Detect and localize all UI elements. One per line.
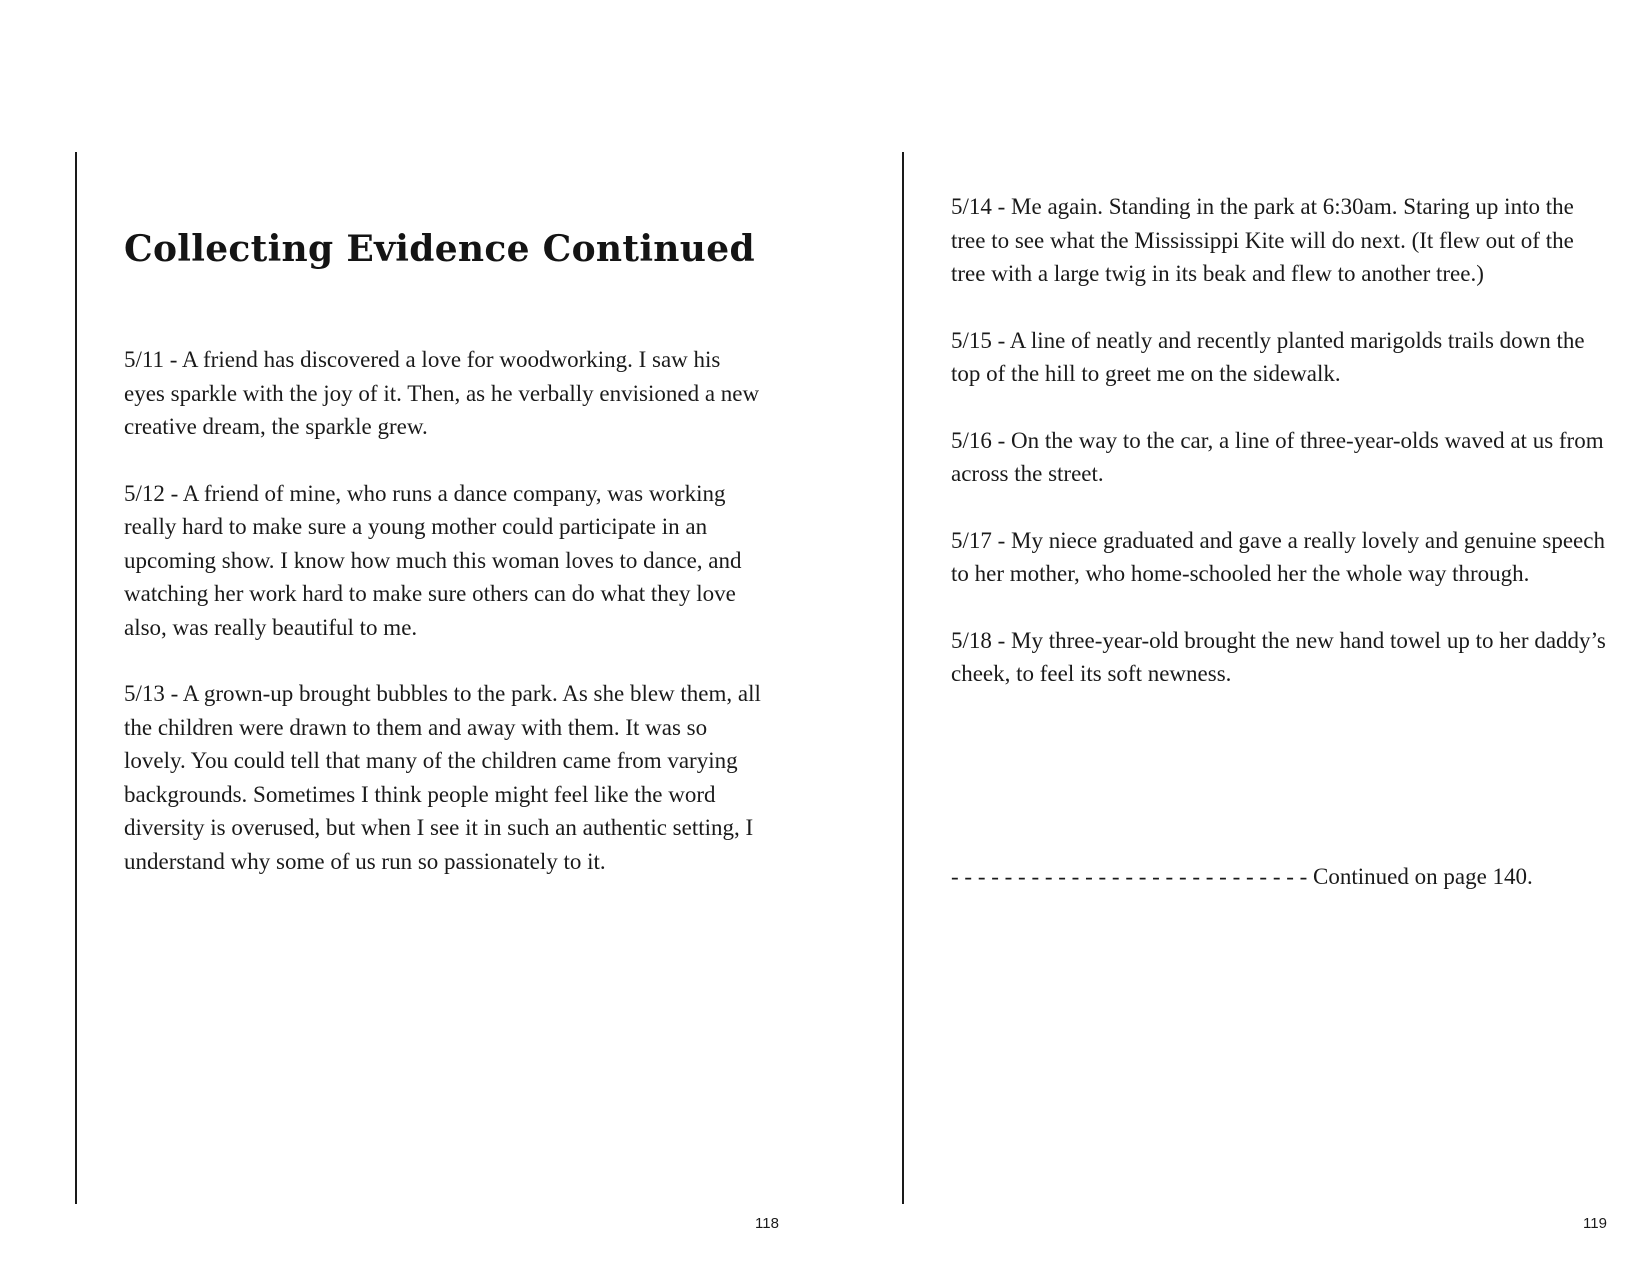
continued-note: - - - - - - - - - - - - - - - - - - - - - - - - - - - Continued on page 140. — [951, 864, 1533, 889]
journal-entry-5-15: 5/15 - A line of neatly and recently planted marigolds trails down the top of the hill to greet me on the sidewalk. — [951, 327, 1585, 386]
right-page — [951, 0, 1611, 1275]
journal-entry-5-12: 5/12 - A friend of mine, who runs a dance company, was working really hard to make sure a young mother could participate in an upcoming show. I know how much this woman loves to dance, and watching her work hard to make sure others can do what they love also, was really beautiful to me. — [124, 480, 742, 640]
journal-entry-5-14: 5/14 - Me again. Standing in the park at 6:30am. Staring up into the tree to see what the Mississippi Kite will do next. (It flew out of the tree with a large twig in its beak and flew to another tree.) — [951, 194, 1574, 286]
left-entries — [124, 343, 764, 911]
left-page — [124, 0, 764, 1275]
right-margin-rule — [902, 152, 904, 1204]
journal-entry-5-16: 5/16 - On the way to the car, a line of three-year-olds waved at us from across the street. — [951, 427, 1604, 486]
journal-entry-5-13: 5/13 - A grown-up brought bubbles to the park. As she blew them, all the children were drawn to them and away with them. It was so lovely. You could tell that many of the children came from varying backgrounds. Sometimes I think people might feel like the word diversity is overused, but when I see it in such an authentic setting, I understand why some of us run so passionately to it. — [124, 681, 761, 874]
left-page-number: 118 — [755, 1215, 779, 1232]
right-entries — [951, 190, 1611, 724]
journal-entry-5-18: 5/18 - My three-year-old brought the new hand towel up to her daddy’s cheek, to feel its soft newness. — [951, 627, 1606, 686]
journal-entry-5-17: 5/17 - My niece graduated and gave a really lovely and genuine speech to her mother, who home-schooled her the whole way through. — [951, 527, 1605, 586]
left-margin-rule — [75, 152, 77, 1204]
page-title: Collecting Evidence Continued — [124, 228, 755, 270]
right-page-number: 119 — [1583, 1215, 1607, 1232]
journal-entry-5-11: 5/11 - A friend has discovered a love for woodworking. I saw his eyes sparkle with the joy of it. Then, as he verbally envisioned a new creative dream, the sparkle grew. — [124, 347, 760, 439]
